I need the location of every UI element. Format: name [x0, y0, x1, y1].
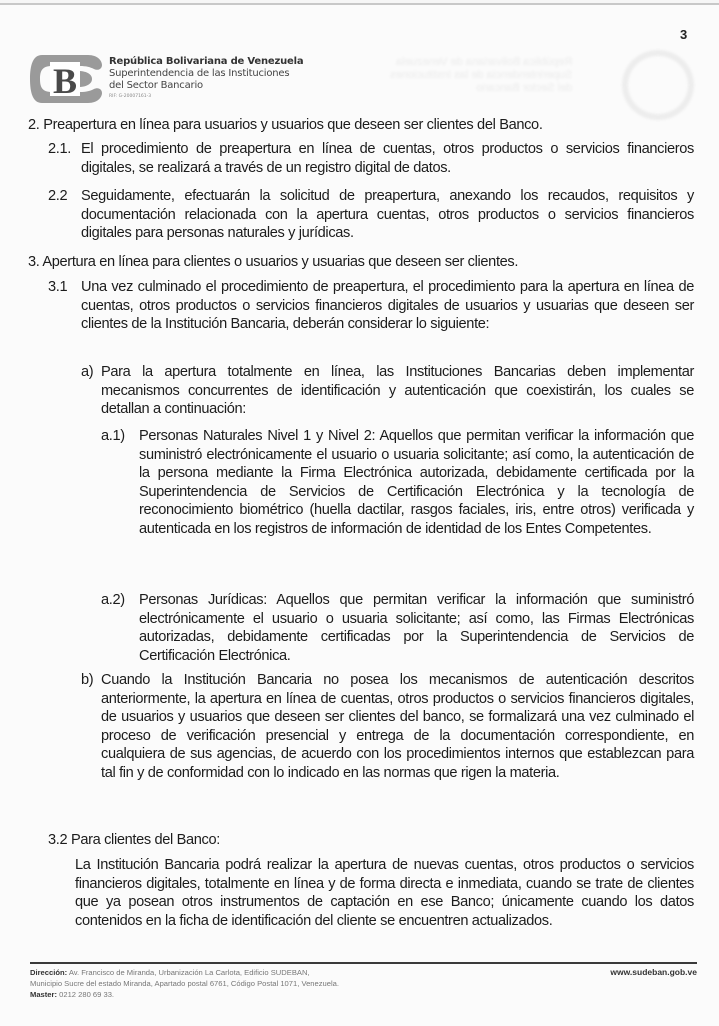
logo-letter: B [52, 61, 78, 101]
section-3-2 [75, 856, 694, 930]
section-3-2-text: La Institución Bancaria podrá realizar la apertura de nuevas cuentas, otros productos o servicios financieros digitales, totalmente en línea y de forma directa e inmediata, cuando se trate de clientes que ya posean otros instrumentos de captación en ese Banco; únicamente cuando los datos contenidos en la ficha de identificación del cliente se encuentren actualizados. [75, 857, 694, 929]
section-2-1-number: 2.1. [48, 141, 71, 157]
item-a1 [101, 427, 694, 539]
section-2-number: 2. [28, 117, 40, 133]
section-3-1-text: Una vez culminado el procedimiento de preapertura, el procedimiento para la apertura en línea de cuentas, otros productos o servicios financieros digitales de usuarios y usuarias que deseen ser clientes de la Institución Bancaria, deberán considerar lo siguiente: [81, 279, 694, 333]
footer-address-label: Dirección: [30, 968, 68, 977]
item-b-text: Cuando la Institución Bancaria no posea los mecanismos de autenticación descritos anteriormente, la apertura en línea de cuentas, otros productos o servicios financieros digitales, de usuarios y usuarios que deseen ser clientes del banco, se formalizará una vez culminado el proceso de verificación presencial y entrega de la documentación correspondiente, en cualquiera de sus agencias, de acuerdo con los procedimientos internos que establezcan para tal fin y de conformidad con lo indicado en las normas que rigen la materia. [101, 672, 694, 781]
section-3-2-number: 3.2 [48, 832, 68, 848]
item-a2 [101, 591, 694, 665]
bleed-logo [622, 50, 694, 120]
item-a-text: Para la apertura totalmente en línea, las Instituciones Bancarias deben implementar mecanismos concurrentes de identificación y autenticación que coexistirán, los cuales se detallan a continuación: [101, 364, 694, 418]
section-2-2-number: 2.2 [48, 188, 68, 204]
section-2-2 [48, 187, 694, 243]
footer-website-link[interactable]: www.sudeban.gob.ve [610, 967, 697, 977]
footer-address-line1 [30, 967, 697, 978]
section-2-1 [48, 140, 694, 177]
section-3-number: 3. [28, 254, 40, 270]
footer-divider [30, 962, 697, 964]
section-2-2-text: Seguidamente, efectuarán la solicitud de preapertura, anexando los recaudos, requisitos y documentación relacionada con la apertura cuentas, otros productos o servicios financieros digitales para personas naturales y jurídicas. [81, 188, 694, 242]
footer-phone-label: Master: [30, 990, 58, 999]
item-a-label: a) [81, 364, 94, 380]
page-number: 3 [680, 27, 688, 42]
item-a2-text: Personas Jurídicas: Aquellos que permitan verificar la información que suministró electrónicamente el usuario o usuaria solicitante; así como, las Firmas Electrónicas autorizadas, debidamente certificadas por la Superintendencia de Servicios de Certificación Electrónica. [139, 592, 694, 664]
header-rif: RIF: G-20007161-3 [109, 94, 152, 99]
institution-header [109, 56, 303, 101]
sudeban-logo [28, 49, 104, 109]
bleed-line2: Superintendencia de las Instituciones [390, 69, 573, 81]
item-b-label: b) [81, 672, 94, 688]
section-2-1-text: El procedimiento de preapertura en línea de cuentas, otros productos o servicios financieros digitales, se realizará a través de un registro digital de datos. [81, 141, 694, 176]
page-footer [30, 967, 697, 1000]
section-3-1 [48, 278, 694, 334]
header-line2: Superintendencia de las Instituciones [109, 68, 290, 79]
item-b [81, 671, 694, 783]
item-a [81, 363, 694, 419]
section-2-title: Preapertura en línea para usuarios y usuarios que deseen ser clientes del Banco. [43, 117, 543, 133]
bleed-line1: República Bolivariana de Venezuela [396, 56, 573, 68]
section-3-2-heading [48, 831, 220, 850]
header-line3: del Sector Bancario [109, 80, 203, 91]
section-3-heading [28, 253, 518, 272]
bleed-header-text [390, 56, 572, 95]
section-3-title: Apertura en línea para clientes o usuarios y usuarias que deseen ser clientes. [42, 254, 519, 270]
section-2-heading [28, 116, 543, 135]
header-line1: República Bolivariana de Venezuela [109, 56, 304, 67]
bleed-line3: del Sector Bancario [476, 82, 573, 94]
item-a1-label: a.1) [101, 428, 125, 444]
footer-phone: 0212 280 69 33. [59, 990, 115, 999]
item-a2-label: a.2) [101, 592, 125, 608]
section-3-1-number: 3.1 [48, 279, 68, 295]
section-3-2-title: Para clientes del Banco: [70, 832, 220, 848]
footer-address-text: Av. Francisco de Miranda, Urbanización La Carlota, Edificio SUDEBAN, [68, 968, 310, 977]
item-a1-text: Personas Naturales Nivel 1 y Nivel 2: Aquellos que permitan verificar la información que suministró electrónicamente el usuario o usuaria solicitante; así como, la autenticación de la persona mediante la Firma Electrónica autorizada, debidamente certificada por la Superintendencia de Servicios de Certificación Electrónica y la tecnología de reconocimiento biométrico (huella dactilar, rasgos faciales, iris, entre otros) verificada y autenticada en los registros de información de identidad de los Entes Competentes. [139, 428, 694, 537]
footer-address-line2: Municipio Sucre del estado Miranda, Apartado postal 6761, Código Postal 1071, Venezuela. [30, 979, 340, 988]
bleed-through-watermark [390, 50, 690, 120]
document-page [0, 3, 719, 1026]
footer-phone-line [30, 989, 697, 1000]
